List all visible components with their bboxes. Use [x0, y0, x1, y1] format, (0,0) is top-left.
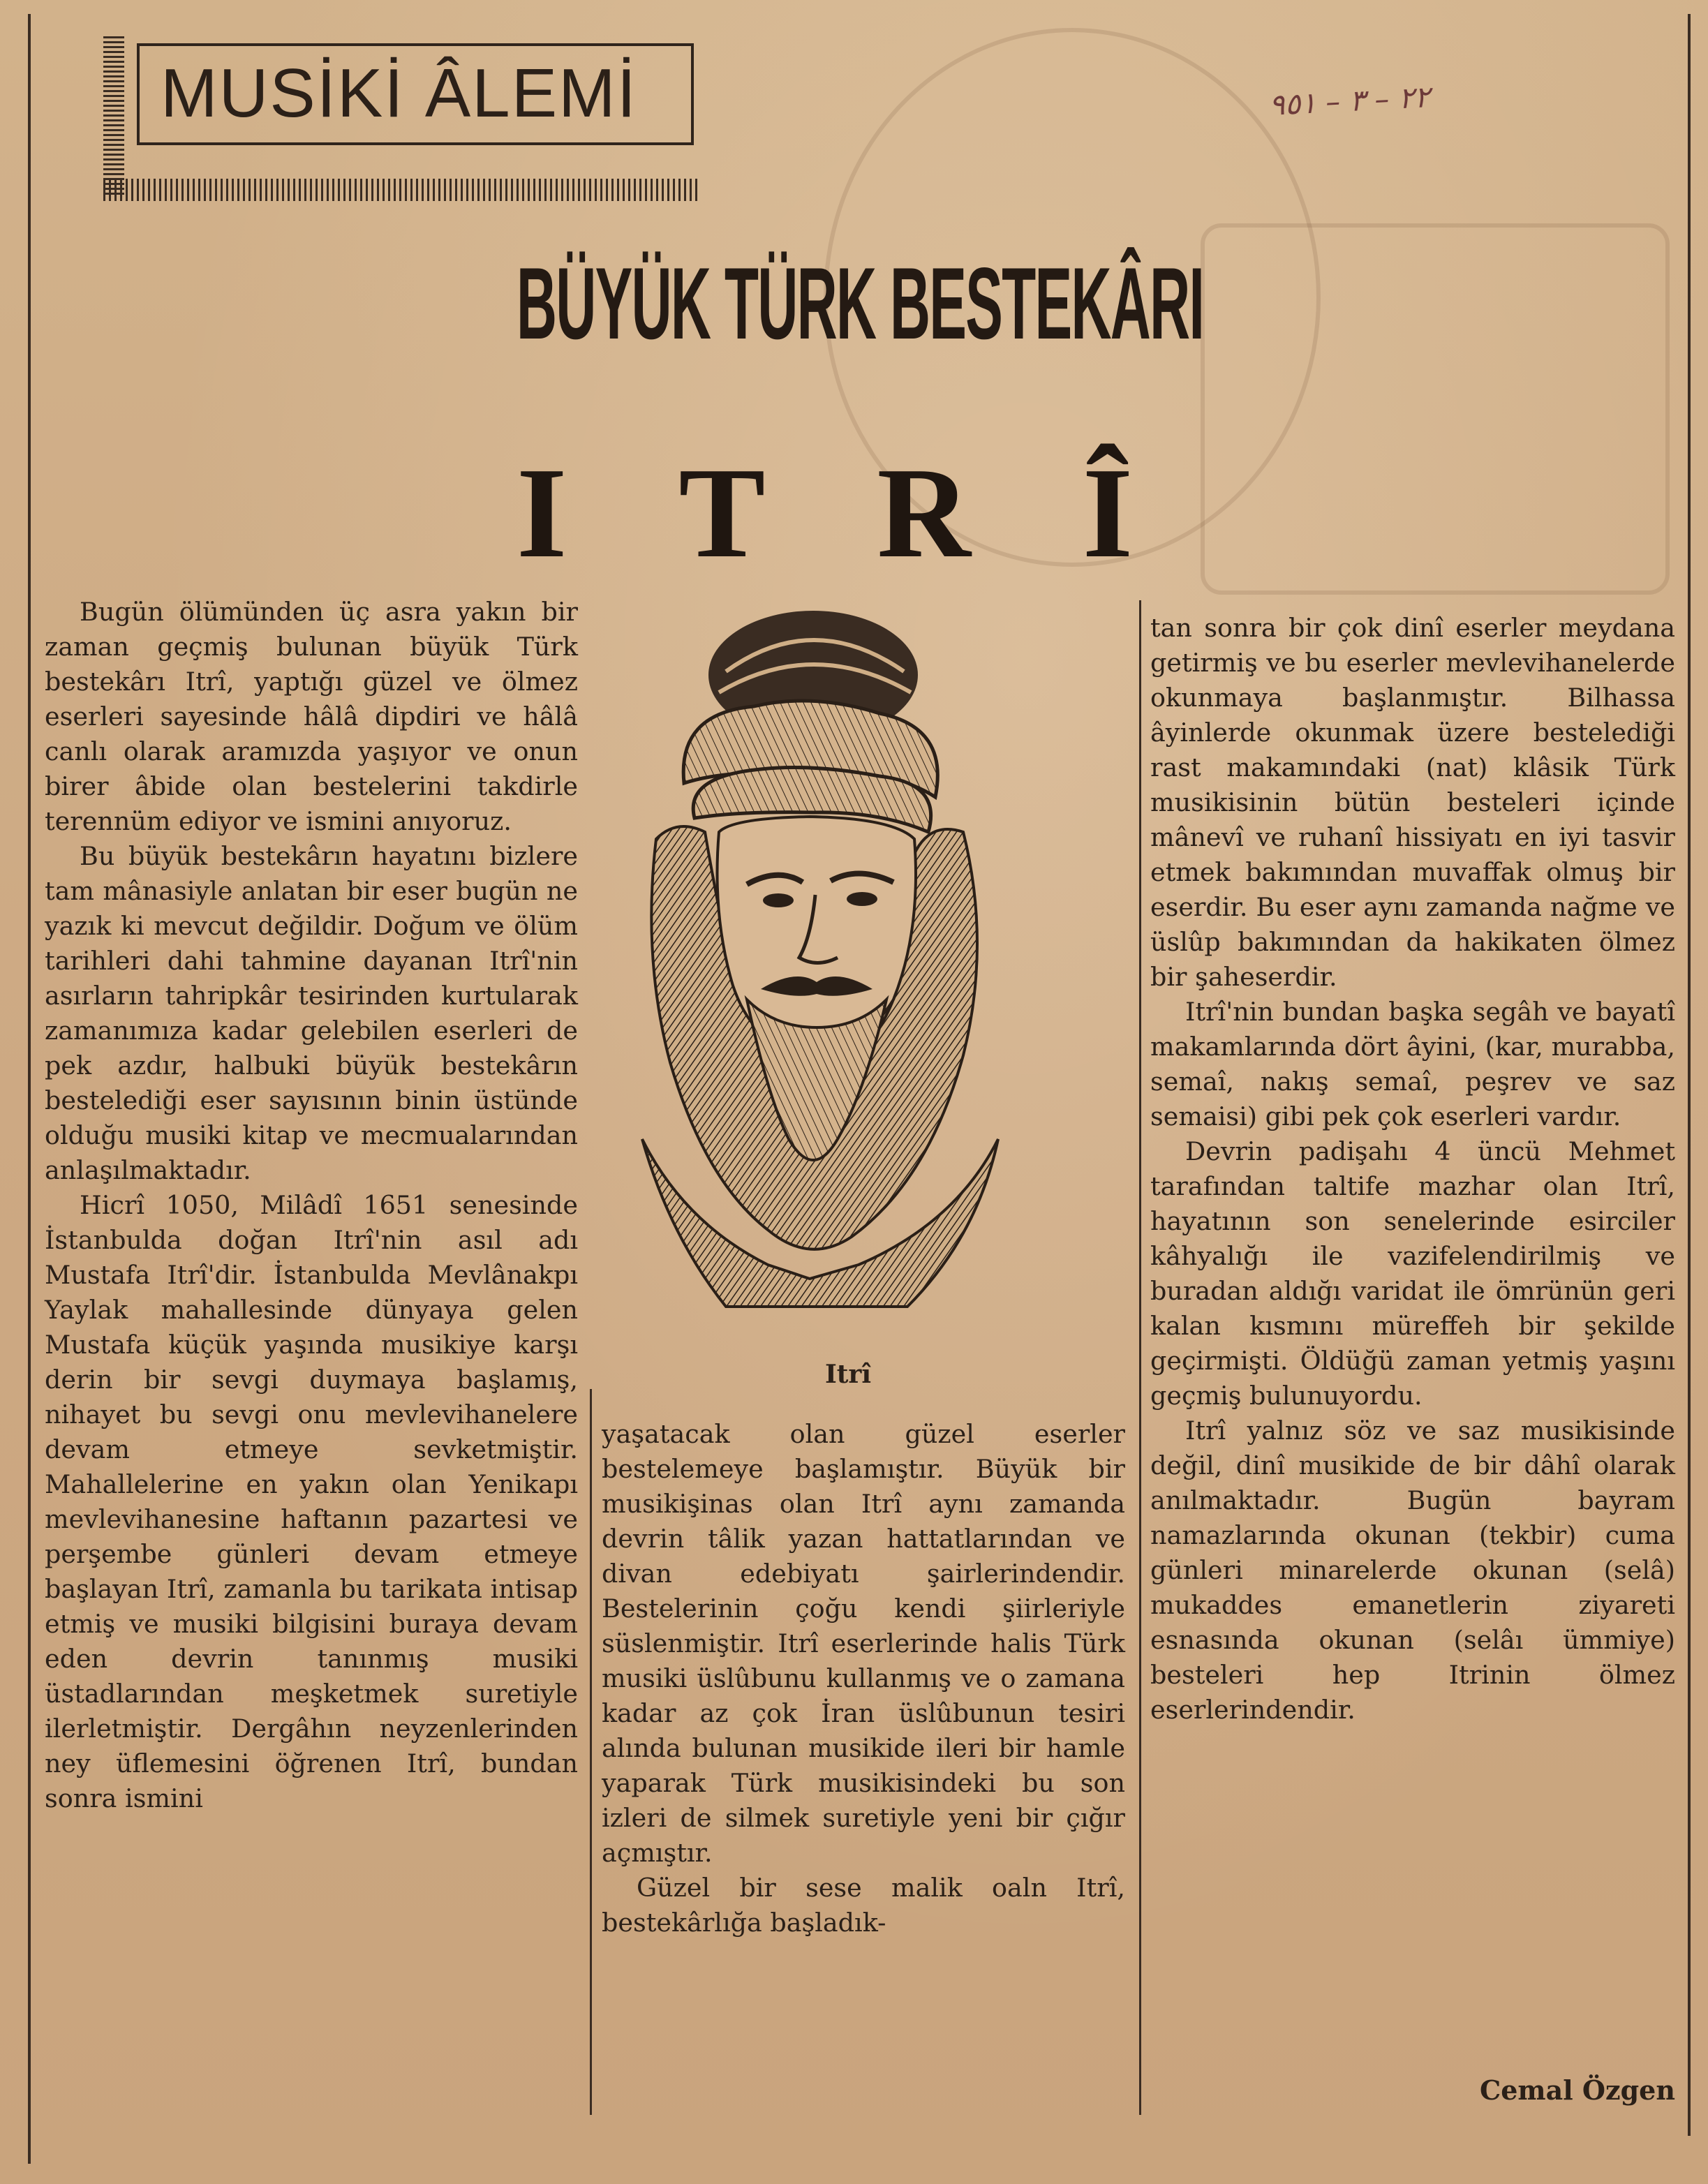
paragraph: Itrî'nin bundan başka segâh ve bayatî makamlarında dört âyini, (kar, murabba, semaî, nakış semaî, peşrev ve saz semaisi) gibi pek çok eserleri vardır. — [1150, 997, 1675, 1131]
text-column-1 — [45, 595, 578, 1816]
paragraph: yaşatacak olan güzel eserler bestelemeye başlamıştır. Büyük bir musikişinas olan Itrî aynı zamanda devrin tâlik yazan hattatlarından ve divan edebiyatı şairlerindendir. Bestelerinin çoğu kendi şiirleriyle süslenmiştir. Itrî eserlerinde halis Türk musiki üslûbunu kullanmış ve o zamana kadar az çok İran üslûbunun tesiri alında bulunan musikide ileri bir hamle yaparak Türk musikisindeki bu son izleri de silmek suretiyle yeni bir çığır açmıştır. — [602, 1419, 1125, 1868]
paragraph: Güzel bir sese malik oaln Itrî, bestekârlığa başladık- — [602, 1873, 1125, 1938]
portrait-caption: Itrî — [824, 1360, 872, 1389]
paragraph: Bu büyük bestekârın hayatını bizlere tam mânasiyle anlatan bir eser bugün ne yazık ki mevcut değildir. Doğum ve ölüm tarihleri dahi tahmine dayanan Itrî'nin asırların tahripkâr tesirinden kurtularak zamanımıza kadar gelebilen eserleri de pek azdır, halbuki büyük bestekârın bestelediği eser sayısının binin üstünde olduğu musiki kitap ve mecmualarından anlaşılmaktadır. — [45, 841, 578, 1185]
left-border — [28, 14, 31, 2164]
column-rule — [1139, 600, 1141, 2115]
section-title: MUSİKİ ÂLEMİ — [161, 54, 637, 131]
paragraph: tan sonra bir çok dinî eserler meydana getirmiş ve bu eserler mevlevihanelerde okunmaya başlanmıştır. Bilhassa âyinlerde okunmak üzere bestelediği rast makamındaki (nat) klâsik Türk musikisinin bütün besteleri içinde mânevî ve ruhanî hissiyatı en iyi tasvir etmek bakımından muvaffak olmuş bir eserdir. Bu eser aynı zamanda nağme ve üslûp bakımından da hakikaten ölmez bir şaheserdir. — [1150, 613, 1675, 992]
itri-portrait-illustration — [628, 609, 1012, 1349]
paragraph: Hicrî 1050, Milâdî 1651 senesinde İstanbulda doğan Itrî'nin asıl adı Mustafa Itrî'dir. İstanbulda Mevlânakpı Yaylak mahallesinde dünyaya gelen Mustafa küçük yaşında musikiye karşı derin bir sevgi duymaya başlamış, nihayet bu sevgi onu mevlevihanelere devam etmeye sevketmiştir. Mahallelerine en yakın olan Yenikapı mevlevihanesine haftanın pazartesi ve perşembe günleri devam etmeye başlayan Itrî, zamanla bu tarikata intisap etmiş ve musiki bilgisini buraya devam eden devrin tanınmış musiki üstadlarından meşketmek suretiyle ilerletmiştir. Dergâhın neyzenlerinden ney üflemesini öğrenen Itrî, bundan sonra ismini — [45, 1190, 578, 1813]
paragraph: Devrin padişahı 4 üncü Mehmet tarafından taltife mazhar olan Itrî, hayatının son senelerinde esirciler kâhyalığı ile vazifelendirilmiş ve buradan aldığı varidat ile ömrünün geri kalan kısmını müreffeh bir şekilde geçirmişti. Öldüğü zaman yetmiş yaşını geçmiş bulunuyordu. — [1150, 1136, 1675, 1411]
paragraph: Bugün ölümünden üç asra yakın bir zaman geçmiş bulunan büyük Türk bestekârı Itrî, yaptığı güzel ve ölmez eserleri sayesinde hâlâ dipdiri ve hâlâ canlı olarak aramızda yaşıyor ve onun birer âbide olan bestelerini takdirle terennüm ediyor ve ismini anıyoruz. — [45, 597, 578, 836]
bleed-through-text — [293, 230, 309, 302]
header-decoration — [103, 179, 698, 201]
text-column-3 — [1150, 611, 1675, 1728]
header-decoration — [103, 36, 124, 197]
author-signature: Cemal Özgen — [1480, 2074, 1675, 2106]
handwritten-date: ٢٢ – ٣ – ٩٥١ — [1268, 79, 1431, 123]
article-title: ITRÎ — [517, 441, 1245, 585]
text-column-2 — [602, 1417, 1125, 1940]
bleed-through-shape — [1201, 223, 1670, 595]
article-subtitle: BÜYÜK TÜRK BESTEKÂRI — [517, 246, 1204, 360]
right-border — [1688, 14, 1691, 2136]
column-rule — [590, 1389, 592, 2115]
paragraph: Itrî yalnız söz ve saz musikisinde değil, dinî musikide de bir dâhî olarak anılmaktadır. Bugün bayram namazlarında okunan (tekbir) cuma günleri minarelerde okunan (selâ) mukaddes emanetlerin ziyareti esnasında okunan (selâı ümmiye) besteleri hep Itrinin ölmez eserlerindendir. — [1150, 1416, 1675, 1725]
